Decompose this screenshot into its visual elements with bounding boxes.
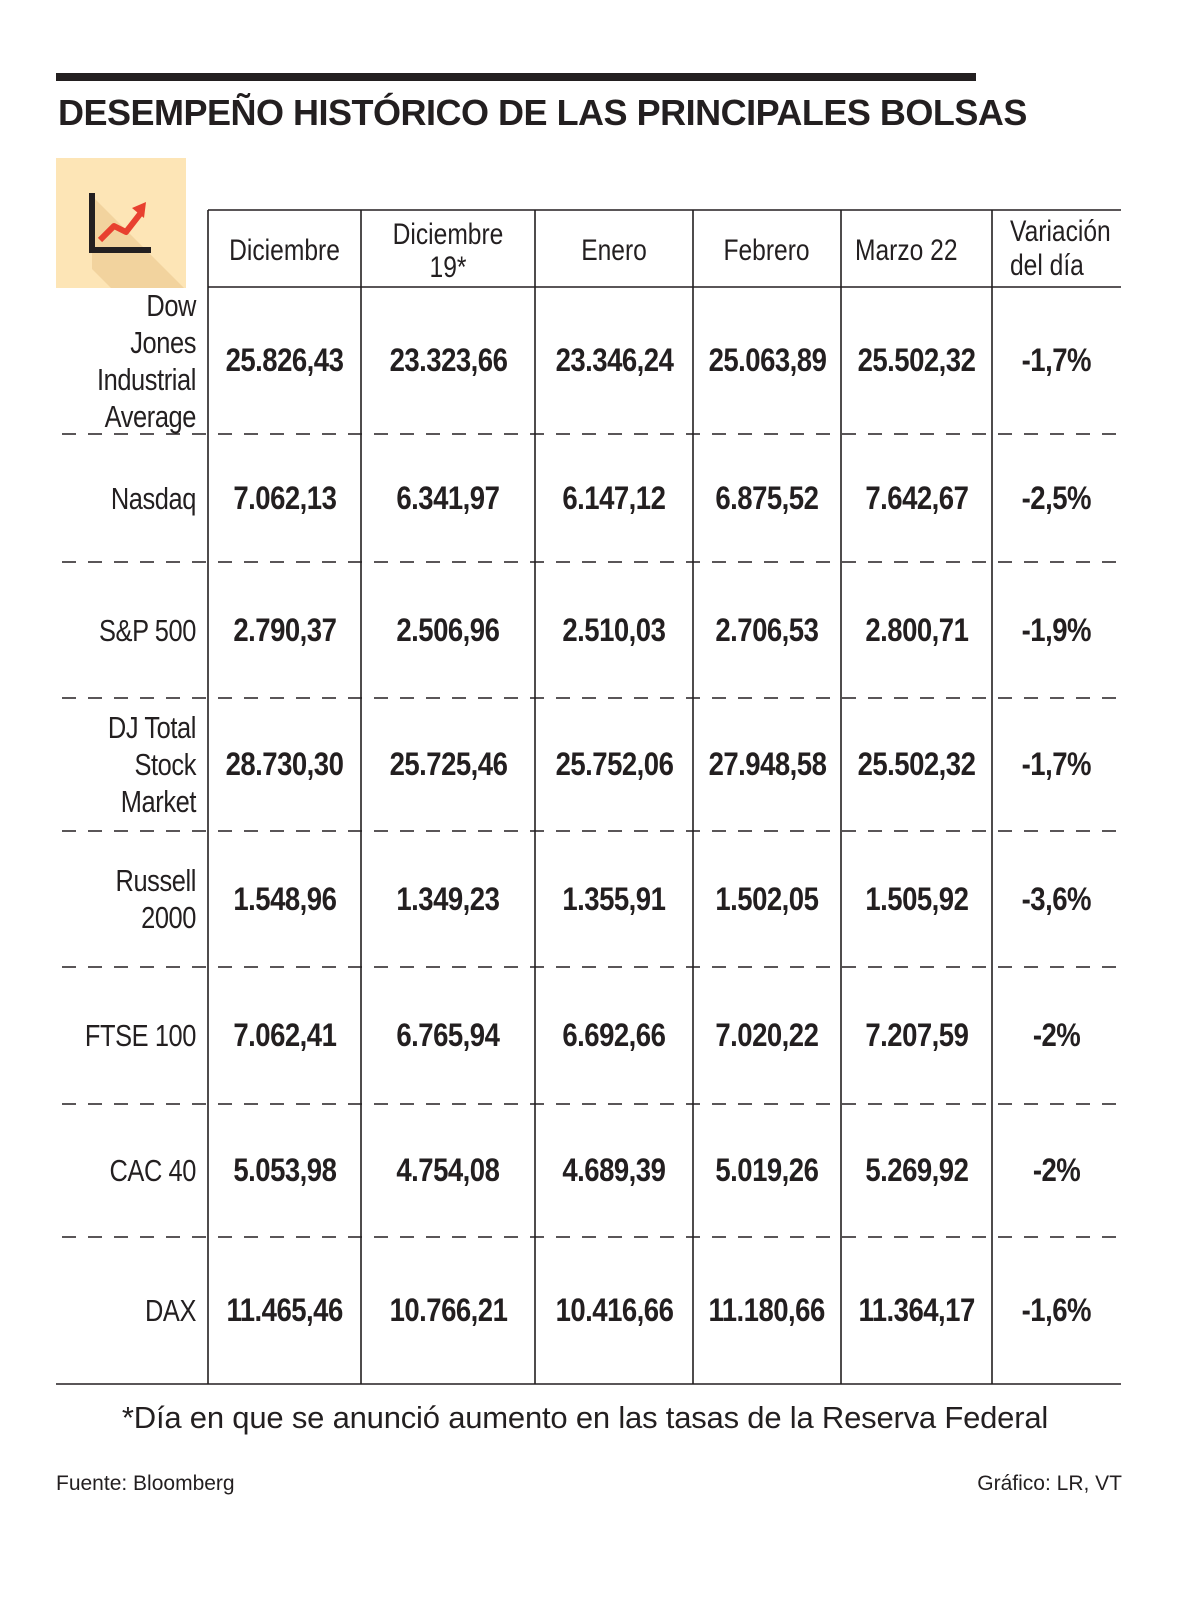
table-cell-r3-c1: [361, 698, 535, 831]
column-header-2-text: Enero: [581, 234, 647, 267]
variation-cell-4-text: -3,6%: [1021, 880, 1092, 917]
column-header-4: [855, 214, 992, 287]
row-label-5-text: FTSE 100: [84, 1018, 196, 1053]
variation-cell-6-text: -2%: [1032, 1152, 1081, 1188]
table-cell-r4-c0: [208, 831, 361, 967]
table-cell-r5-c2: [535, 967, 693, 1104]
table-cell-r3-c1-text: 25.725,46: [389, 746, 507, 782]
table-cell-r5-c4-text: 7.207,59: [864, 1017, 968, 1053]
table-cell-r4-c2: [535, 831, 693, 967]
table-cell-r0-c4: [841, 287, 992, 434]
table-cell-r1-c3: [693, 434, 841, 562]
table-cell-r7-c2: [535, 1237, 693, 1384]
table-cell-r7-c4: [841, 1237, 992, 1384]
table-cell-r7-c3: [693, 1237, 841, 1384]
table-cell-r2-c2-text: 2.510,03: [562, 611, 666, 648]
variation-cell-2: [992, 562, 1121, 698]
table-cell-r3-c4-text: 25.502,32: [857, 746, 976, 782]
table-cell-r4-c3-text: 1.502,05: [715, 880, 819, 917]
table-cell-r4-c1-text: 1.349,23: [396, 880, 500, 917]
table-cell-r1-c4: [841, 434, 992, 562]
table-cell-r7-c1-text: 10.766,21: [389, 1292, 507, 1328]
table-cell-r2-c2: [535, 562, 693, 698]
table-cell-r2-c3-text: 2.706,53: [715, 611, 819, 648]
table-cell-r3-c2: [535, 698, 693, 831]
variation-cell-1: [992, 434, 1121, 562]
row-label-6-text: CAC 40: [109, 1153, 196, 1188]
table-cell-r1-c1-text: 6.341,97: [396, 479, 500, 516]
column-header-3-text: Febrero: [723, 234, 811, 267]
table-cell-r5-c2-text: 6.692,66: [562, 1017, 666, 1053]
table-cell-r7-c1: [361, 1237, 535, 1384]
table-cell-r0-c3-text: 25.063,89: [708, 342, 826, 378]
table-cell-r6-c2: [535, 1104, 693, 1237]
table-cell-r6-c4: [841, 1104, 992, 1237]
table-cell-r7-c0-text: 11.465,46: [226, 1292, 343, 1328]
table-cell-r0-c1-text: 23.323,66: [389, 342, 507, 378]
column-header-1-text: Diciembre 19*: [392, 217, 504, 284]
row-label-7-text: DAX: [144, 1293, 196, 1328]
table-cell-r6-c0: [208, 1104, 361, 1237]
variation-cell-2-text: -1,9%: [1021, 611, 1092, 648]
variation-cell-6: [992, 1104, 1121, 1237]
row-label-6: [56, 1104, 208, 1237]
table-cell-r1-c0-text: 7.062,13: [232, 479, 336, 516]
column-header-4-text: Marzo 22: [855, 234, 958, 267]
row-label-3: [56, 698, 208, 831]
table-cell-r2-c4-text: 2.800,71: [864, 611, 968, 648]
variation-cell-5: [992, 967, 1121, 1104]
table-cell-r6-c0-text: 5.053,98: [232, 1152, 336, 1188]
graphic-credit: Gráfico: LR, VT: [977, 1472, 1122, 1495]
table-cell-r3-c3: [693, 698, 841, 831]
variation-cell-1-text: -2,5%: [1021, 479, 1092, 516]
row-label-4: [56, 831, 208, 967]
table-cell-r1-c4-text: 7.642,67: [864, 479, 968, 516]
row-label-2: [56, 562, 208, 698]
table-cell-r2-c1: [361, 562, 535, 698]
row-label-0: [56, 287, 208, 434]
row-label-3-text: DJ Total Stock Market: [107, 710, 196, 819]
table-cell-r0-c2-text: 23.346,24: [555, 342, 673, 378]
footnote: *Día en que se anunció aumento en las tasas de la Reserva Federal: [121, 1400, 1049, 1435]
table-cell-r1-c2-text: 6.147,12: [562, 479, 666, 516]
source-note: Fuente: Bloomberg: [56, 1472, 235, 1495]
table-cell-r0-c1: [361, 287, 535, 434]
table-cell-r4-c0-text: 1.548,96: [232, 880, 336, 917]
variation-cell-0-text: -1,7%: [1021, 342, 1092, 378]
table-cell-r5-c3: [693, 967, 841, 1104]
variation-cell-0: [992, 287, 1121, 434]
row-label-1-text: Nasdaq: [110, 480, 196, 516]
table-cell-r0-c2: [535, 287, 693, 434]
table-cell-r2-c1-text: 2.506,96: [396, 611, 500, 648]
table-cell-r0-c3: [693, 287, 841, 434]
table-cell-r4-c4: [841, 831, 992, 967]
row-label-4-text: Russell 2000: [115, 863, 196, 935]
table-cell-r5-c1: [361, 967, 535, 1104]
table-cell-r1-c1: [361, 434, 535, 562]
column-header-1: [361, 214, 535, 287]
column-header-variacion-text: Variación del día: [1010, 214, 1111, 282]
column-header-0: [208, 214, 361, 287]
table-cell-r2-c3: [693, 562, 841, 698]
table-cell-r1-c3-text: 6.875,52: [715, 479, 819, 516]
column-header-0-text: Diciembre: [229, 234, 340, 267]
variation-cell-3: [992, 698, 1121, 831]
table-cell-r3-c0-text: 28.730,30: [225, 746, 344, 782]
table-cell-r3-c2-text: 25.752,06: [555, 746, 673, 782]
variation-cell-3-text: -1,7%: [1021, 746, 1092, 782]
table-cell-r3-c4: [841, 698, 992, 831]
table-cell-r5-c4: [841, 967, 992, 1104]
table-cell-r6-c1: [361, 1104, 535, 1237]
variation-cell-7-text: -1,6%: [1021, 1292, 1092, 1328]
row-label-2-text: S&P 500: [98, 612, 196, 648]
variation-cell-7: [992, 1237, 1121, 1384]
table-cell-r2-c4: [841, 562, 992, 698]
row-label-5: [56, 967, 208, 1104]
variation-cell-4: [992, 831, 1121, 967]
table-cell-r3-c0: [208, 698, 361, 831]
column-header-3: [693, 214, 841, 287]
chart-title: DESEMPEÑO HISTÓRICO DE LAS PRINCIPALES BOLSAS: [58, 92, 1027, 133]
table-cell-r7-c4-text: 11.364,17: [858, 1292, 975, 1328]
table-cell-r0-c4-text: 25.502,32: [857, 342, 976, 378]
table-cell-r4-c3: [693, 831, 841, 967]
table-cell-r2-c0-text: 2.790,37: [232, 611, 336, 648]
row-label-1: [56, 434, 208, 562]
table-cell-r2-c0: [208, 562, 361, 698]
variation-cell-5-text: -2%: [1032, 1017, 1081, 1053]
table-cell-r4-c2-text: 1.355,91: [562, 880, 666, 917]
table-cell-r3-c3-text: 27.948,58: [708, 746, 826, 782]
column-header-variacion: [1010, 210, 1121, 287]
table-cell-r7-c3-text: 11.180,66: [708, 1292, 826, 1328]
table-cell-r1-c2: [535, 434, 693, 562]
table-cell-r5-c3-text: 7.020,22: [715, 1017, 819, 1053]
table-cell-r7-c0: [208, 1237, 361, 1384]
table-cell-r0-c0: [208, 287, 361, 434]
table-cell-r1-c0: [208, 434, 361, 562]
table-cell-r4-c1: [361, 831, 535, 967]
table-cell-r6-c1-text: 4.754,08: [396, 1152, 500, 1188]
table-cell-r4-c4-text: 1.505,92: [864, 880, 968, 917]
row-label-7: [56, 1237, 208, 1384]
table-cell-r0-c0-text: 25.826,43: [225, 342, 344, 378]
table-cell-r7-c2-text: 10.416,66: [555, 1292, 673, 1328]
table-cell-r5-c0: [208, 967, 361, 1104]
table-cell-r6-c2-text: 4.689,39: [562, 1152, 666, 1188]
row-label-0-text: Dow Jones Industrial Average: [96, 287, 196, 434]
table-cell-r6-c3-text: 5.019,26: [715, 1152, 819, 1188]
table-cell-r5-c1-text: 6.765,94: [396, 1017, 500, 1053]
column-header-2: [535, 214, 693, 287]
table-cell-r6-c3: [693, 1104, 841, 1237]
table-cell-r5-c0-text: 7.062,41: [232, 1017, 336, 1053]
table-cell-r6-c4-text: 5.269,92: [864, 1152, 968, 1188]
